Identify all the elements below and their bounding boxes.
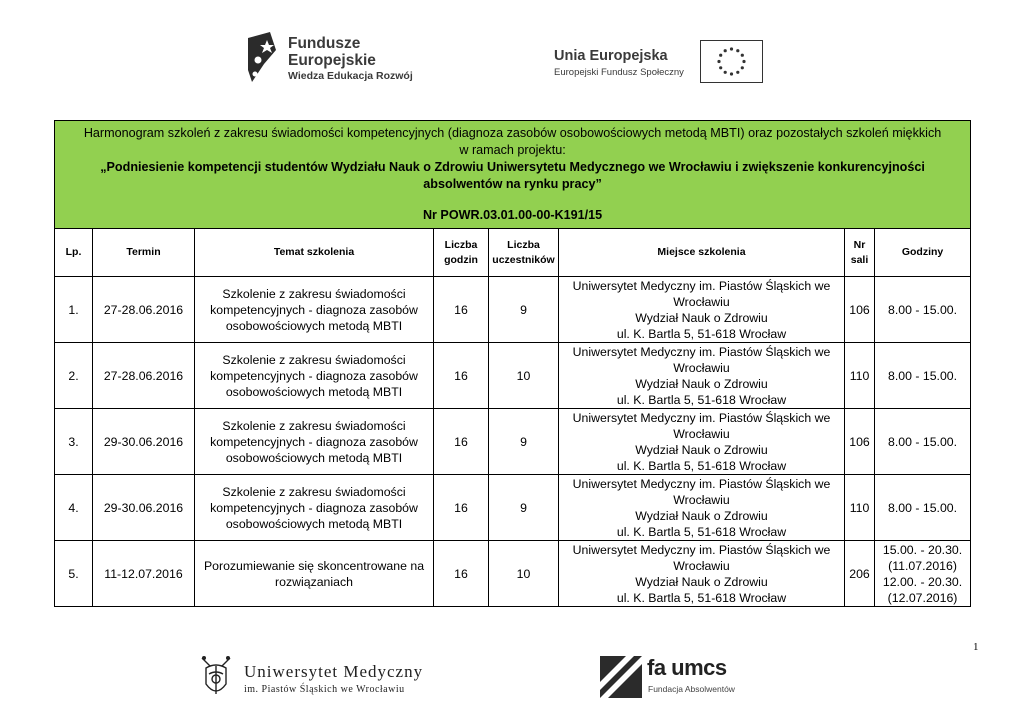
cell-godzin: 16: [434, 343, 489, 409]
cell-sala: 106: [845, 409, 875, 475]
cell-uczestnikow: 9: [489, 277, 559, 343]
cell-godziny-line: (11.07.2016): [888, 558, 957, 573]
cell-miejsce-line: Wrocławiu: [673, 426, 730, 441]
cell-miejsce: [559, 475, 845, 541]
cell-sala: 106: [845, 277, 875, 343]
table-row: [55, 277, 971, 343]
cell-temat: [195, 343, 434, 409]
cell-sala: 110: [845, 475, 875, 541]
cell-lp: 2.: [55, 343, 93, 409]
table-row: [55, 343, 971, 409]
col-header-godziny: Godziny: [875, 229, 971, 277]
cell-godziny-line: 8.00 - 15.00.: [888, 500, 958, 515]
cell-termin: 27-28.06.2016: [93, 343, 195, 409]
cell-temat-line: Szkolenie z zakresu świadomości: [222, 484, 406, 499]
cell-temat-line: osobowościowych metodą MBTI: [225, 450, 403, 465]
cell-miejsce-line: Wrocławiu: [673, 492, 730, 507]
cell-godzin: 16: [434, 409, 489, 475]
cell-termin: 29-30.06.2016: [93, 409, 195, 475]
cell-miejsce-line: Wydział Nauk o Zdrowiu: [635, 574, 768, 589]
cell-miejsce-line: Wydział Nauk o Zdrowiu: [635, 508, 768, 523]
cell-miejsce-line: Wrocławiu: [673, 294, 730, 309]
cell-temat-line: osobowościowych metodą MBTI: [225, 318, 403, 333]
col-header-termin: Termin: [93, 229, 195, 277]
cell-temat: [195, 277, 434, 343]
umed-logo-subtitle: im. Piastów Śląskich we Wrocławiu: [244, 684, 405, 695]
project-name-line-1: „Podniesienie kompetencji studentów Wydziału Nauk o Zdrowiu Uniwersytetu Medycznego we Wrocławiu i zwiększenie konkurencyjności: [100, 160, 925, 174]
table-row: [55, 541, 971, 607]
cell-temat-line: Szkolenie z zakresu świadomości: [222, 286, 406, 301]
cell-lp: 5.: [55, 541, 93, 607]
cell-miejsce-line: Wydział Nauk o Zdrowiu: [635, 310, 768, 325]
project-number: Nr POWR.03.01.00-00-K191/15: [422, 208, 603, 222]
cell-miejsce-line: Wrocławiu: [673, 558, 730, 573]
cell-temat-line: Porozumiewanie się skoncentrowane na: [203, 558, 425, 573]
cell-temat-line: kompetencyjnych - diagnoza zasobów: [210, 368, 418, 383]
cell-miejsce-line: Uniwersytet Medyczny im. Piastów Śląskich we: [572, 542, 831, 557]
cell-miejsce: [559, 541, 845, 607]
fundusze-logo-text-3: Wiedza Edukacja Rozwój: [288, 70, 413, 82]
cell-miejsce-line: ul. K. Bartla 5, 51-618 Wrocław: [616, 524, 787, 539]
unia-logo-subtitle: Europejski Fundusz Społeczny: [554, 67, 684, 78]
cell-temat-line: kompetencyjnych - diagnoza zasobów: [210, 302, 418, 317]
cell-uczestnikow: 10: [489, 343, 559, 409]
cell-miejsce-line: Wydział Nauk o Zdrowiu: [635, 442, 768, 457]
col-header-lp: Lp.: [55, 229, 93, 277]
cell-miejsce-line: Uniwersytet Medyczny im. Piastów Śląskich we: [572, 410, 831, 425]
project-name-line-2: absolwentów na rynku pracy”: [423, 177, 602, 191]
cell-godziny: [875, 343, 971, 409]
table-row: [55, 475, 971, 541]
unia-logo-title: Unia Europejska: [554, 48, 668, 64]
fa-umcs-logo-name: fa umcs: [647, 655, 727, 680]
col-header-temat: Temat szkolenia: [195, 229, 434, 277]
cell-uczestnikow: 10: [489, 541, 559, 607]
fundusze-logo-text-2: Europejskie: [288, 51, 376, 69]
umed-logo-name: Uniwersytet Medyczny: [244, 662, 424, 681]
fa-umcs-emblem-icon: [600, 656, 642, 698]
schedule-title: Harmonogram szkoleń z zakresu świadomości kompetencyjnych (diagnoza zasobów osobowościowych metodą MBTI) oraz pozostałych szkoleń miękkich: [83, 126, 942, 140]
cell-sala: 206: [845, 541, 875, 607]
fundusze-europejskie-emblem-icon: [246, 30, 284, 88]
schedule-title-sub: w ramach projektu:: [459, 143, 566, 157]
col-header-miejsce: Miejsce szkolenia: [559, 229, 845, 277]
cell-godziny: [875, 475, 971, 541]
cell-lp: 3.: [55, 409, 93, 475]
cell-miejsce-line: Wrocławiu: [673, 360, 730, 375]
cell-temat-line: Szkolenie z zakresu świadomości: [222, 418, 406, 433]
cell-miejsce: [559, 277, 845, 343]
cell-godziny-line: 8.00 - 15.00.: [888, 302, 958, 317]
uniwersytet-medyczny-logo: [196, 654, 456, 702]
cell-temat-line: osobowościowych metodą MBTI: [225, 384, 403, 399]
cell-temat-line: kompetencyjnych - diagnoza zasobów: [210, 500, 418, 515]
cell-temat-line: Szkolenie z zakresu świadomości: [222, 352, 406, 367]
schedule-title-cell: [55, 121, 971, 229]
cell-sala: 110: [845, 343, 875, 409]
cell-miejsce-line: ul. K. Bartla 5, 51-618 Wrocław: [616, 326, 787, 341]
page-number: 1: [973, 641, 979, 653]
cell-godziny: [875, 541, 971, 607]
cell-uczestnikow: 9: [489, 409, 559, 475]
cell-temat-line: osobowościowych metodą MBTI: [225, 516, 403, 531]
col-header-uczestnikow: Liczba uczestników: [489, 229, 559, 277]
fa-umcs-logo: [600, 654, 740, 700]
cell-godziny-line: 15.00. - 20.30.: [882, 542, 963, 557]
cell-godziny-line: 8.00 - 15.00.: [888, 368, 958, 383]
cell-miejsce: [559, 409, 845, 475]
cell-godzin: 16: [434, 475, 489, 541]
fundusze-logo-text-1: Fundusze: [288, 35, 361, 52]
cell-termin: 29-30.06.2016: [93, 475, 195, 541]
unia-europejska-logo: [554, 40, 769, 86]
col-header-sala: Nr sali: [845, 229, 875, 277]
table-header-row: [55, 229, 971, 277]
cell-miejsce-line: Uniwersytet Medyczny im. Piastów Śląskich we: [572, 344, 831, 359]
table-row: [55, 409, 971, 475]
schedule-table: [54, 120, 971, 607]
cell-godziny-line: 12.00. - 20.30.: [882, 574, 963, 589]
cell-temat: [195, 475, 434, 541]
cell-miejsce-line: ul. K. Bartla 5, 51-618 Wrocław: [616, 392, 787, 407]
cell-temat: [195, 409, 434, 475]
cell-uczestnikow: 9: [489, 475, 559, 541]
cell-godzin: 16: [434, 277, 489, 343]
cell-godziny-line: 8.00 - 15.00.: [888, 434, 958, 449]
cell-miejsce-line: Wydział Nauk o Zdrowiu: [635, 376, 768, 391]
eu-flag-icon: [700, 40, 763, 83]
cell-miejsce-line: ul. K. Bartla 5, 51-618 Wrocław: [616, 458, 787, 473]
cell-godziny: [875, 277, 971, 343]
cell-miejsce-line: Uniwersytet Medyczny im. Piastów Śląskich we: [572, 278, 831, 293]
cell-temat-line: rozwiązaniach: [275, 574, 353, 589]
fa-umcs-logo-subtitle: Fundacja Absolwentów: [648, 684, 735, 694]
cell-miejsce-line: Uniwersytet Medyczny im. Piastów Śląskich we: [572, 476, 831, 491]
cell-godziny-line: (12.07.2016): [887, 590, 958, 605]
umed-crest-icon: [196, 654, 236, 700]
cell-godziny: [875, 409, 971, 475]
cell-lp: 4.: [55, 475, 93, 541]
cell-miejsce-line: ul. K. Bartla 5, 51-618 Wrocław: [616, 590, 787, 605]
cell-termin: 27-28.06.2016: [93, 277, 195, 343]
cell-miejsce: [559, 343, 845, 409]
cell-temat: [195, 541, 434, 607]
col-header-godzin: Liczba godzin: [434, 229, 489, 277]
cell-temat-line: kompetencyjnych - diagnoza zasobów: [210, 434, 418, 449]
cell-termin: 11-12.07.2016: [93, 541, 195, 607]
cell-godzin: 16: [434, 541, 489, 607]
fundusze-europejskie-logo: [246, 30, 416, 90]
cell-lp: 1.: [55, 277, 93, 343]
